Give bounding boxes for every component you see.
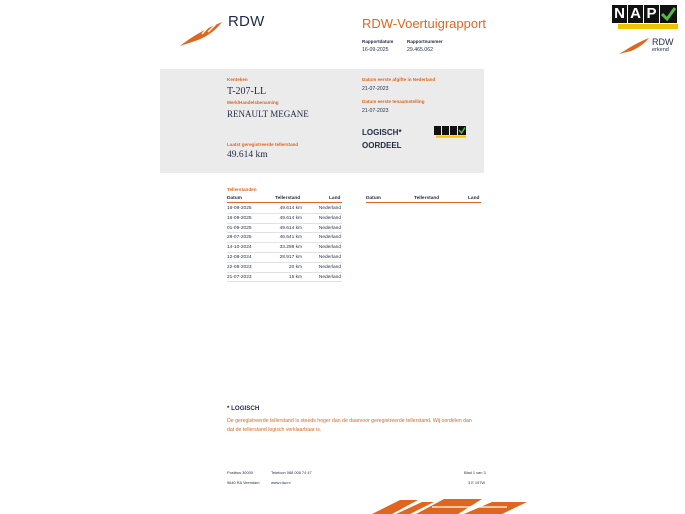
first-registration-value: 21-07-2023	[362, 108, 389, 114]
report-number-label: Rapportnummer	[407, 39, 443, 44]
nap-letter-n: N	[612, 5, 627, 23]
nap-yellow-bar	[618, 24, 678, 29]
row-reading: 33.298 km	[279, 245, 302, 251]
row-country: Nederland	[318, 215, 341, 221]
last-reading-value: 49.614 km	[227, 150, 268, 160]
row-country: Nederland	[318, 235, 341, 241]
table-row	[227, 253, 342, 263]
row-country: Nederland	[318, 255, 341, 260]
row-reading: 15 km	[288, 274, 302, 280]
footnote-title: * LOGISCH	[227, 405, 260, 412]
table-header-reading: Tellerstand	[275, 196, 301, 201]
report-date-value: 16-09-2025	[362, 47, 389, 53]
row-country: Nederland	[318, 274, 341, 280]
table2-header-date: Datum	[366, 196, 381, 201]
nap-letter-a: A	[628, 5, 643, 23]
checkmark-icon	[660, 5, 677, 23]
row-date: 21-07-2023	[227, 274, 252, 280]
footer-decoration-icon	[372, 496, 527, 514]
row-date: 14-10-2024	[227, 245, 252, 251]
first-admission-label: Datum eerste afgifte in Nederland	[362, 77, 436, 82]
footer-page: Blad 1 van 3	[464, 470, 486, 475]
verdict-line1: LOGISCH*	[362, 128, 402, 137]
table-header-date: Datum	[227, 196, 242, 201]
first-registration-label: Datum eerste tenaamstelling	[362, 99, 425, 104]
erkend-label: erkend	[652, 47, 669, 53]
row-country: Nederland	[318, 245, 341, 251]
report-date-label: Rapportdatum	[362, 39, 394, 44]
table-row	[227, 204, 342, 214]
table-row	[227, 224, 342, 234]
rdw-erkend-logo-icon	[618, 36, 650, 56]
row-country: Nederland	[318, 225, 341, 231]
report-title: RDW-Voertuigrapport	[362, 16, 487, 31]
row-country: Nederland	[318, 264, 341, 270]
verdict-line2: OORDEEL	[362, 141, 402, 150]
row-country: Nederland	[318, 206, 341, 211]
vehicle-info-panel	[160, 69, 484, 173]
row-date: 28-07-2025	[227, 235, 252, 241]
table-row	[227, 214, 342, 224]
rdw-logo-text: RDW	[228, 13, 265, 30]
row-divider	[227, 281, 342, 282]
row-date: 01-09-2025	[227, 225, 252, 231]
last-reading-label: Laatst geregistreerde tellerstand	[227, 142, 299, 147]
merk-value: RENAULT MEGANE	[227, 109, 309, 119]
table-header-country: Land	[329, 196, 341, 201]
footnote-line1: De geregistreerde tellerstand is steeds hoger dan de daarvoor geregistreerde tellerstand. Wij oordelen dan	[227, 418, 472, 424]
row-date: 12-08-2024	[227, 255, 252, 260]
footer-web[interactable]: www.rdw.nl	[271, 480, 291, 485]
table-row	[227, 273, 342, 283]
footer-code: 3 E 197W	[468, 480, 486, 485]
row-reading: 28.917 km	[279, 255, 302, 260]
table2-header-reading: Tellerstand	[414, 196, 440, 201]
row-date: 16-09-2025	[227, 215, 252, 221]
kenteken-label: Kenteken	[227, 77, 248, 82]
row-reading: 49.614 km	[279, 215, 302, 221]
row-reading: 49.614 km	[279, 206, 302, 211]
table-title: Tellerstanden	[227, 187, 257, 192]
table2-header-country: Land	[468, 196, 480, 201]
report-number-value: 29.465.062	[407, 47, 433, 53]
row-date: 22-08-2023	[227, 264, 252, 270]
table2-header-divider	[366, 202, 481, 203]
row-reading: 46.641 km	[279, 235, 302, 241]
footer-address1: Postbus 30000	[227, 470, 253, 475]
nap-logo	[612, 3, 678, 29]
merk-label: Merk/Handelsbenaming	[227, 100, 279, 105]
row-reading: 20 km	[288, 264, 302, 270]
rdw-logo-icon	[178, 20, 224, 48]
row-reading: 49.614 km	[279, 225, 302, 231]
nap-letter-p: P	[644, 5, 659, 23]
table-row	[227, 233, 342, 243]
first-admission-value: 21-07-2023	[362, 86, 389, 92]
row-date: 16-09-2025	[227, 206, 252, 211]
nap-small-logo-icon	[434, 126, 467, 138]
table-header-divider	[227, 202, 342, 203]
kenteken-value: T-207-LL	[227, 86, 267, 97]
footer-address2: 9640 RA Veendam	[227, 480, 260, 485]
table-row	[227, 263, 342, 273]
footnote-line2: dat de tellerstand logisch verklaarbaar is.	[227, 427, 322, 433]
rdw-erkend-text: RDW	[652, 37, 674, 47]
table-row	[227, 243, 342, 253]
footer-phone: Telefoon 088 008 74 47	[271, 470, 312, 475]
